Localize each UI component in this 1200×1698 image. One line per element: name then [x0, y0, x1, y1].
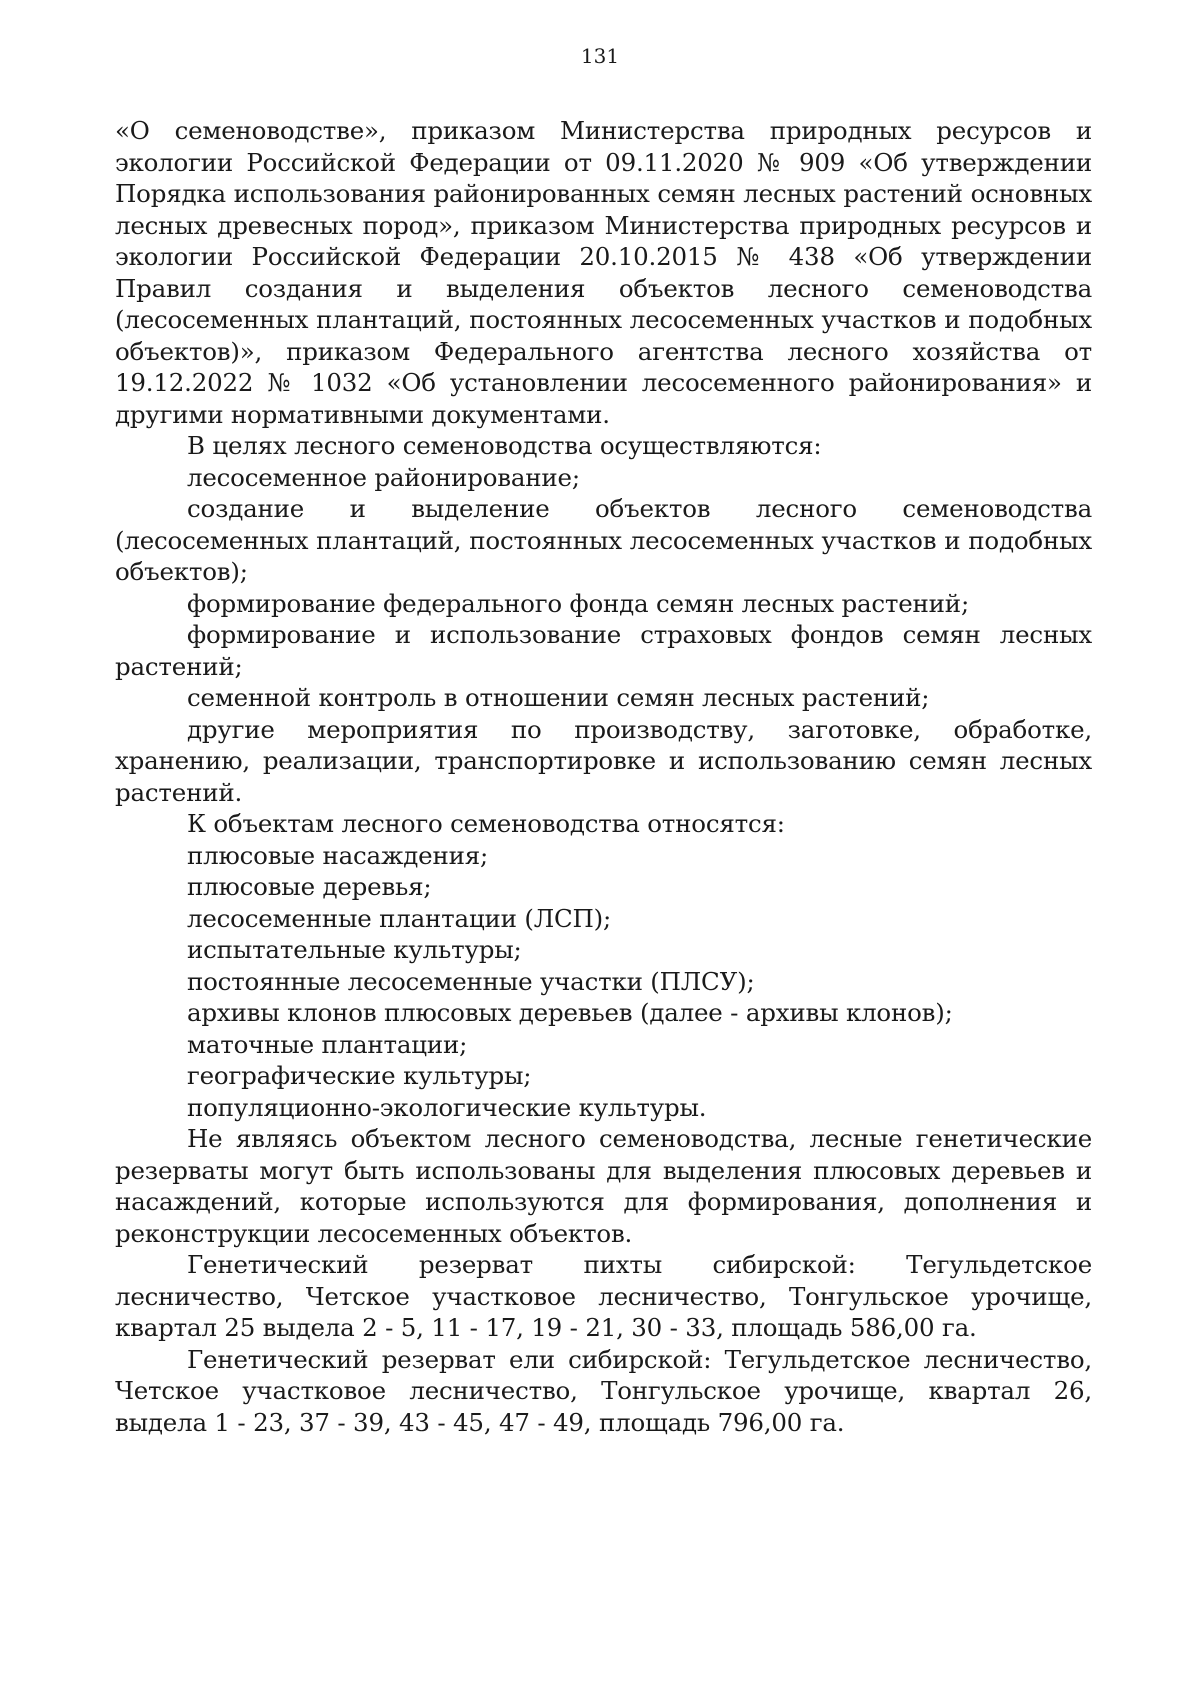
paragraph-4: формирование федерального фонда семян лесных растений;	[187, 588, 969, 618]
list-item-9: плюсовые насаждения;	[187, 840, 489, 870]
list-item-17: популяционно-экологические культуры.	[187, 1092, 707, 1122]
list-item-13: постоянные лесосеменные участки (ПЛСУ);	[187, 966, 755, 996]
paragraph-19: Генетический резерват пихты сибирской: Тегульдетское лесничество, Четское участковое лесничество, Тонгульское урочище, квартал 25 выдела 2 - 5, 11 - 17, 19 - 21, 30 - 33, площадь 586,00 га.	[115, 1250, 1092, 1342]
list-item-10: плюсовые деревья;	[187, 872, 432, 901]
paragraph-8: К объектам лесного семеноводства относятся:	[187, 809, 785, 838]
paragraph-7: другие мероприятия по производству, заготовке, обработке, хранению, реализации, транспортировке и использованию семян лесных растений.	[115, 714, 1092, 807]
paragraph-0: «О семеноводстве», приказом Министерства природных ресурсов и экологии Российской Федерации от 09.11.2020 № 909 «Об утверждении Порядка использования районированных семян лесных растений основных лесных древесных пород», приказом Министерства природных ресурсов и экологии Российской Федерации 20.10.2015 № 438 «Об утверждении Правил создания и выделения объектов лесного семеноводства (лесосеменных плантаций, постоянных лесосеменных участков и подобных объектов)», приказом Федерального агентства лесного хозяйства от 19.12.2022 № 1032 «Об установлении лесосеменного районирования» и другими нормативными документами.	[115, 116, 1092, 429]
page-number: 131	[580, 44, 620, 68]
paragraph-6: семенной контроль в отношении семян лесных растений;	[187, 683, 930, 712]
paragraph-5: формирование и использование страховых фондов семян лесных растений;	[115, 620, 1092, 681]
list-item-14: архивы клонов плюсовых деревьев (далее - архивы клонов);	[187, 998, 953, 1027]
paragraph-1: В целях лесного семеноводства осуществляются:	[187, 431, 822, 460]
list-item-16: географические культуры;	[187, 1061, 532, 1090]
paragraph-18: Не являясь объектом лесного семеноводства, лесные генетические резерваты могут быть использованы для выделения плюсовых деревьев и насаждений, которые используются для формирования, дополнения и реконструкции лесосеменных объектов.	[115, 1124, 1092, 1248]
list-item-11: лесосеменные плантации (ЛСП);	[187, 903, 612, 933]
paragraph-3: создание и выделение объектов лесного семеноводства (лесосеменных плантаций, постоянных лесосеменных участков и подобных объектов);	[115, 494, 1092, 586]
list-item-12: испытательные культуры;	[187, 935, 522, 964]
paragraph-2: лесосеменное районирование;	[187, 462, 580, 492]
document-body	[115, 115, 1092, 1438]
list-item-15: маточные плантации;	[187, 1029, 468, 1059]
paragraph-20: Генетический резерват ели сибирской: Тегульдетское лесничество, Четское участковое лесничество, Тонгульское урочище, квартал 26, выдела 1 - 23, 37 - 39, 43 - 45, 47 - 49, площадь 796,00 га.	[115, 1344, 1092, 1437]
